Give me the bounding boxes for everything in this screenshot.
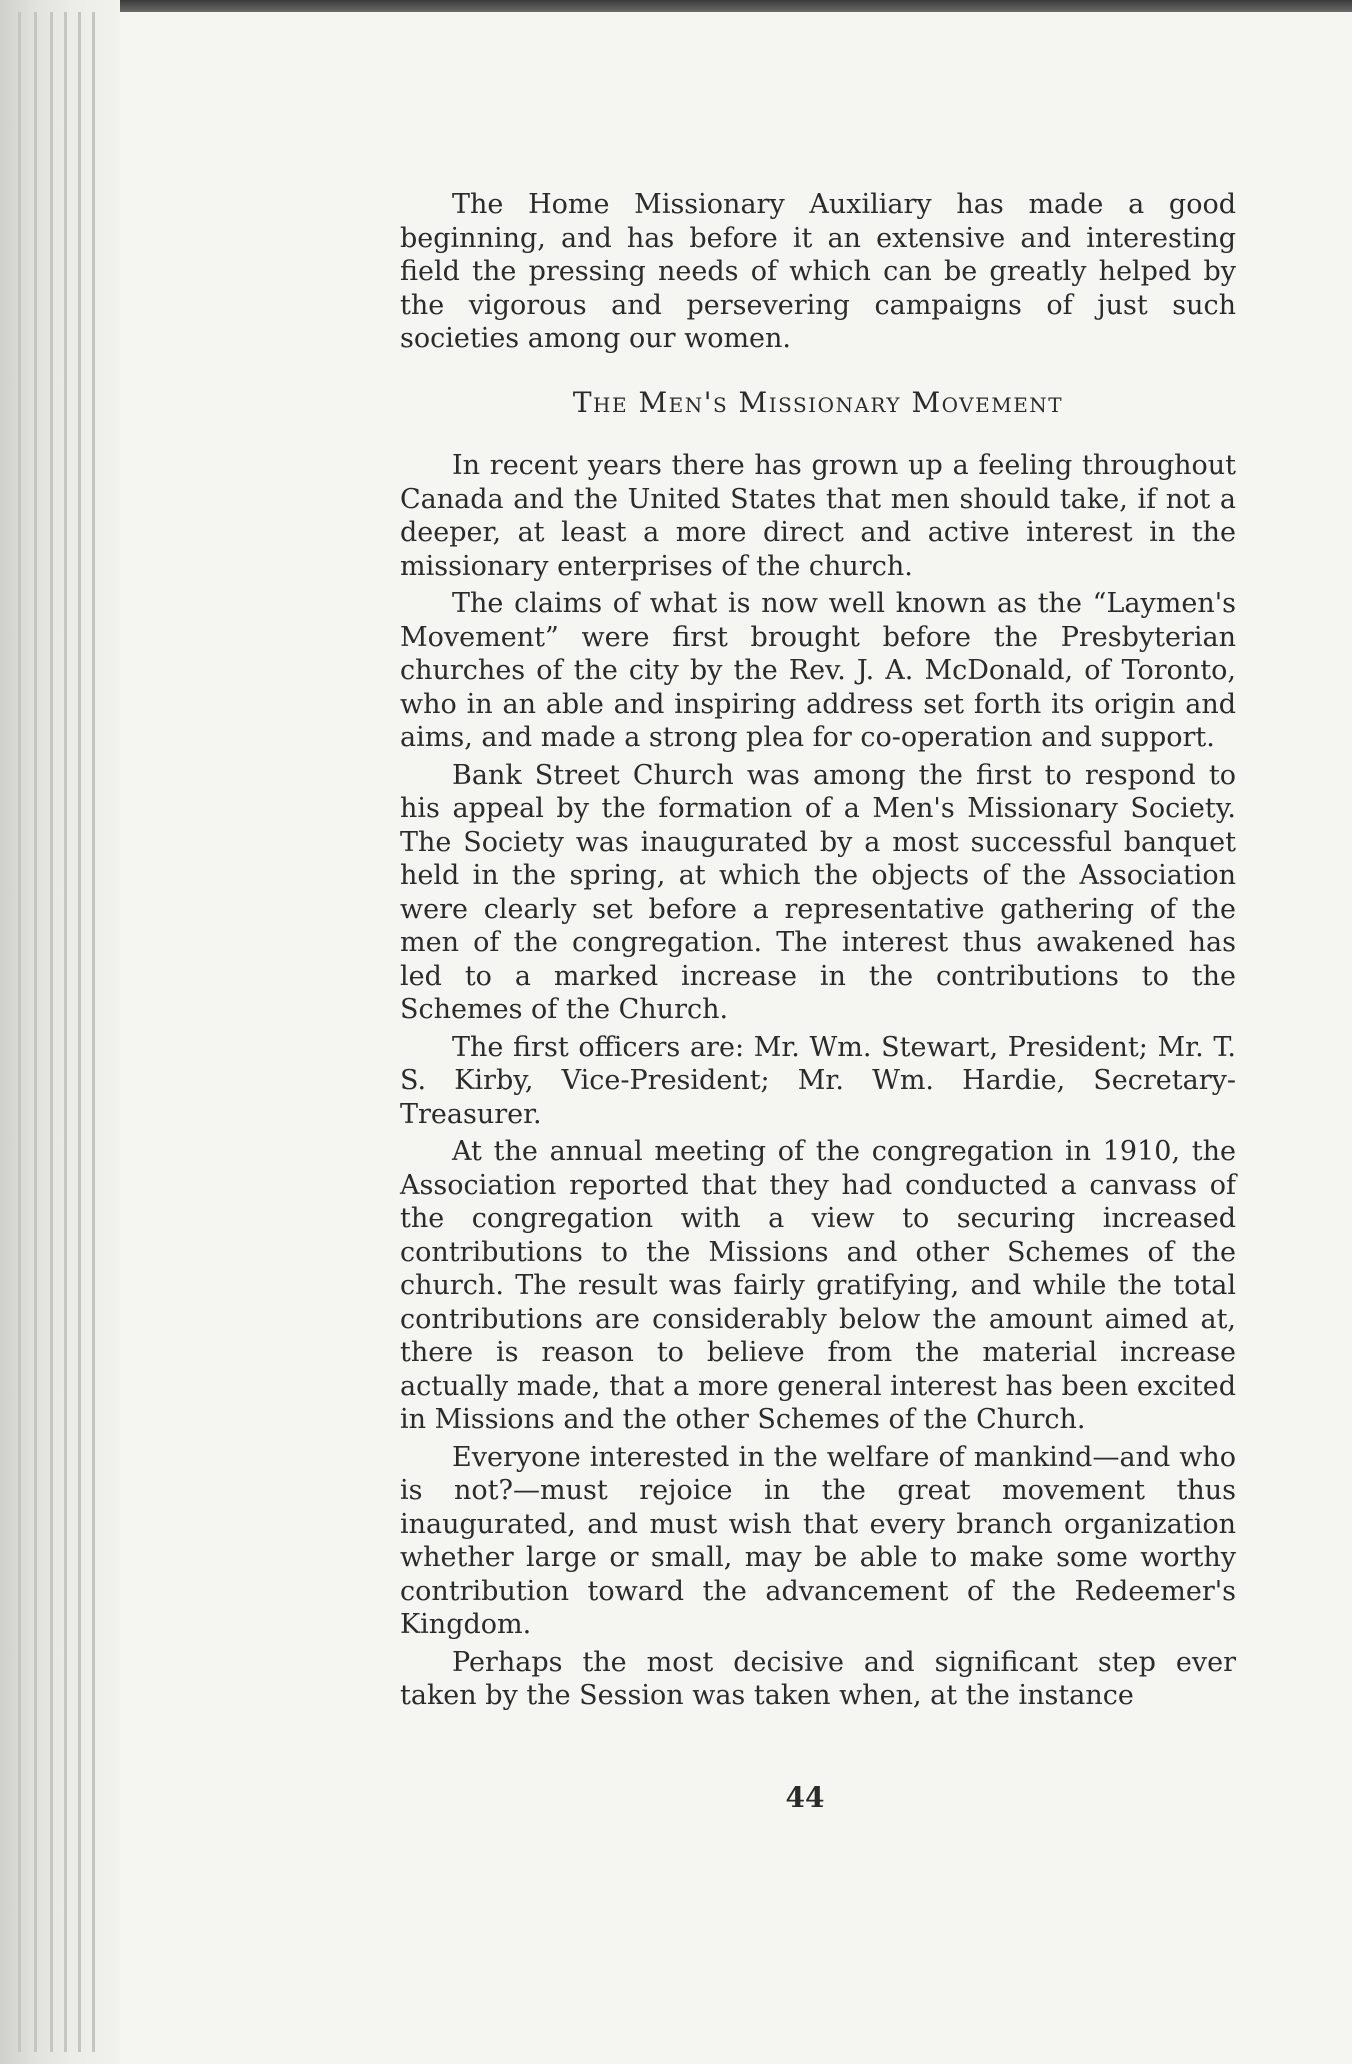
body-paragraph: At the annual meeting of the congregation in 1910, the Association reported that they had conducted a canvass of the congregation with a view to securing increased contributions to the Missions and other Schemes of the church. The result was fairly gratifying, and while the total contributions are considerably below the amount aimed at, there is reason to believe from the material increase actually made, that a more general interest has been excited in Missions and the other Schemes of the Church.	[400, 1136, 1236, 1435]
page-edge-line	[92, 12, 95, 2052]
intro-paragraph: The Home Missionary Auxiliary has made a good beginning, and has before it an extensive and interesting field the pressing needs of which can be greatly helped by the vigorous and persevering campaigns of just such societies among our women.	[400, 189, 1236, 354]
page-edge-line	[78, 12, 81, 2052]
page-edge-line	[18, 12, 21, 2052]
page-edge-line	[50, 12, 53, 2052]
body-paragraph: Perhaps the most decisive and significant step ever taken by the Session was taken when, at the instance	[400, 1646, 1236, 1711]
body-paragraph: In recent years there has grown up a feeling throughout Canada and the United States that men should take, if not a deeper, at least a more direct and active interest in the missionary enterprises of the church.	[400, 450, 1236, 582]
body-paragraph: The first officers are: Mr. Wm. Stewart, President; Mr. T. S. Kirby, Vice-President; Mr. Wm. Hardie, Secretary-Treasurer.	[400, 1031, 1236, 1130]
page-edge-line	[34, 12, 37, 2052]
body-paragraph: Bank Street Church was among the first to respond to his appeal by the formation of a Men's Missionary Society. The Society was inaugurated by a most successful banquet held in the spring, at which the objects of the Association were clearly set before a representative gathering of the men of the congregation. The interest thus awakened has led to a marked increase in the contributions to the Schemes of the Church.	[400, 759, 1236, 1025]
page-number: 44	[785, 1781, 825, 1814]
page-edge-line	[64, 12, 67, 2052]
section-heading: The Men's Missionary Movement	[572, 385, 1064, 419]
page-text	[400, 188, 1236, 1713]
body-paragraph: The claims of what is now well known as the “Laymen's Movement” were first brought before the Presbyterian churches of the city by the Rev. J. A. McDonald, of Toronto, who in an able and inspiring address set forth its origin and aims, and made a strong plea for co-operation and support.	[400, 588, 1236, 753]
scan-frame-top	[0, 0, 1352, 12]
body-paragraph: Everyone interested in the welfare of mankind—and who is not?—must rejoice in the great movement thus inaugurated, and must wish that every branch organization whether large or small, may be able to make some worthy contribution toward the advancement of the Redeemer's Kingdom.	[400, 1441, 1236, 1640]
